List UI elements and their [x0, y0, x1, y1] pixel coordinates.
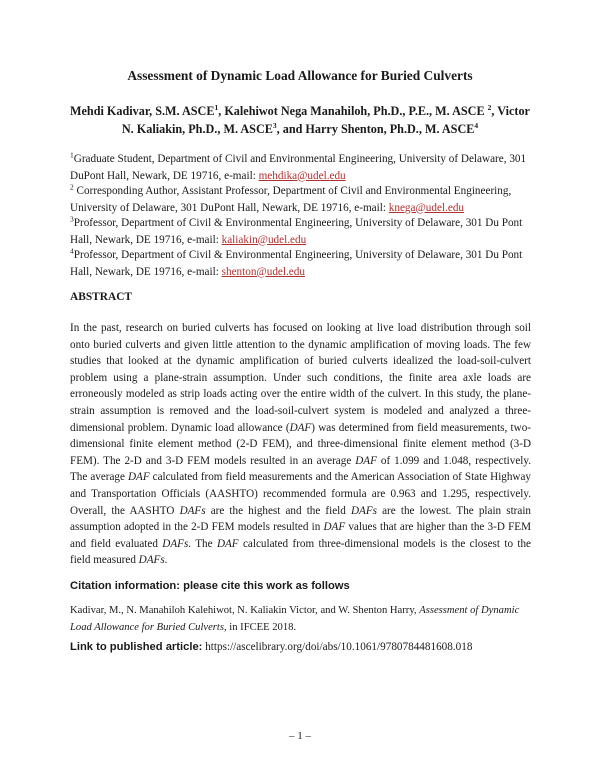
citation-heading: Citation information: please cite this work as follows	[70, 580, 350, 592]
affiliation-2	[70, 183, 546, 216]
abstract-text-6: are the lowest. The plain strain assumption adopted in the 2-D FEM models resulted in	[70, 504, 531, 534]
published-link-label: Link to published article:	[70, 641, 203, 653]
abstract-term-daf: DAF	[289, 421, 312, 434]
affiliation-1-email-link[interactable]: mehdika@udel.edu	[258, 169, 346, 182]
affiliation-2-email-link[interactable]: knega@udel.edu	[388, 201, 465, 214]
affiliation-1-sup: 1	[70, 150, 74, 160]
author-4: , and Harry Shenton, Ph.D., M. ASCE	[276, 122, 475, 136]
abstract-text-4: calculated from field measurements and the American Association of State Highway and Transportation Officials (AASHTO) recommended formula are 0.963 and 1.295, respectively. Overall, the AASHTO	[70, 471, 531, 517]
author-2-sup: 2	[487, 102, 492, 112]
affiliation-4-sup: 4	[70, 246, 74, 256]
abstract-text-9: calculated from three-dimensional models is the closest to the field measured	[70, 537, 531, 567]
affiliation-4-email-link[interactable]: shenton@udel.edu	[221, 265, 305, 278]
citation-text	[70, 602, 532, 636]
author-1: Mehdi Kadivar, S.M. ASCE	[70, 104, 215, 118]
abstract-text-3: of 1.099 and 1.048, respectively. The average	[70, 454, 532, 484]
abstract-term-daf: DAF	[323, 521, 346, 534]
abstract-body	[70, 320, 531, 569]
author-list	[70, 102, 530, 138]
abstract-text-8: . The	[188, 537, 217, 550]
abstract-term-daf: DAF	[216, 537, 239, 550]
abstract-term-dafs: DAFs	[138, 554, 165, 567]
affiliation-3-text: Professor, Department of Civil & Environmental Engineering, University of Delaware, 301 Du Pont Hall, Newark, DE 19716, e-mail:	[70, 217, 523, 246]
affiliation-2-sup: 2	[70, 182, 74, 192]
citation-venue: , in IFCEE 2018.	[224, 622, 297, 633]
abstract-text-2: ) was determined from field measurements, two-dimensional finite element method (2-D FEM), and three-dimensional finite element method (3-D FEM). The 2-D and 3-D FEM models resulted in an average	[70, 421, 531, 467]
abstract-text-10: .	[164, 554, 168, 567]
citation-authors: Kadivar, M., N. Manahiloh Kalehiwot, N. Kaliakin Victor, and W. Shenton Harry,	[70, 605, 420, 616]
author-1-sup: 1	[214, 102, 219, 112]
author-4-sup: 4	[474, 120, 479, 130]
affiliation-3-sup: 3	[70, 214, 74, 224]
affiliation-3	[70, 215, 546, 248]
abstract-term-dafs: DAFs	[179, 504, 206, 517]
published-link-url[interactable]: https://ascelibrary.org/doi/abs/10.1061/9780784481608.018	[202, 641, 473, 653]
abstract-text-5: are the highest and the field	[205, 504, 351, 517]
affiliation-4-text: Professor, Department of Civil & Environmental Engineering, University of Delaware, 301 Du Pont Hall, Newark, DE 19716, e-mail:	[70, 249, 523, 278]
abstract-term-daf: DAF	[355, 454, 377, 467]
abstract-text-1: In the past, research on buried culverts has focused on looking at live load distribution through soil onto buried culverts and given little attention to the dynamic amplification of moving loads. The few studies that looked at the dynamic amplification of buried culverts idealized the load-soil-culvert problem using a plane-strain assumption. Under such conditions, the finite area axle loads are erroneously modeled as strip loads acting over the entire width of the culvert. In this study, the plane-strain assumption is removed and the load-soil-culvert system is modeled and analyzed a three-dimensional problem. Dynamic load allowance (	[70, 322, 531, 434]
affiliation-3-email-link[interactable]: kaliakin@udel.edu	[221, 233, 307, 246]
author-3-sup: 3	[272, 120, 277, 130]
affiliation-4	[70, 247, 546, 280]
abstract-term-dafs: DAFs	[162, 537, 189, 550]
author-3: , Victor N. Kaliakin, Ph.D., M. ASCE	[121, 104, 530, 136]
published-link-line	[70, 641, 472, 653]
abstract-heading: ABSTRACT	[70, 291, 133, 303]
affiliation-2-text: Corresponding Author, Assistant Professor, Department of Civil and Environmental Engineering, University of Delaware, 301 DuPont Hall, Newark, DE 19716, e-mail:	[70, 185, 512, 214]
citation-title: Assessment of Dynamic Load Allowance for Buried Culverts	[70, 605, 520, 633]
abstract-term-dafs: DAFs	[350, 504, 377, 517]
abstract-text-7: values that are higher than the 3-D FEM and field evaluated	[70, 521, 531, 550]
page-number: – 1 –	[289, 730, 311, 742]
abstract-term-daf: DAF	[127, 471, 150, 484]
paper-title: Assessment of Dynamic Load Allowance for Buried Culverts	[127, 68, 473, 83]
author-2: , Kalehiwot Nega Manahiloh, Ph.D., P.E., M. ASCE	[218, 104, 488, 118]
affiliation-1-text: Graduate Student, Department of Civil and Environmental Engineering, University of Delaware, 301 DuPont Hall, Newark, DE 19716, e-mail:	[70, 153, 527, 182]
affiliation-1	[70, 151, 546, 184]
